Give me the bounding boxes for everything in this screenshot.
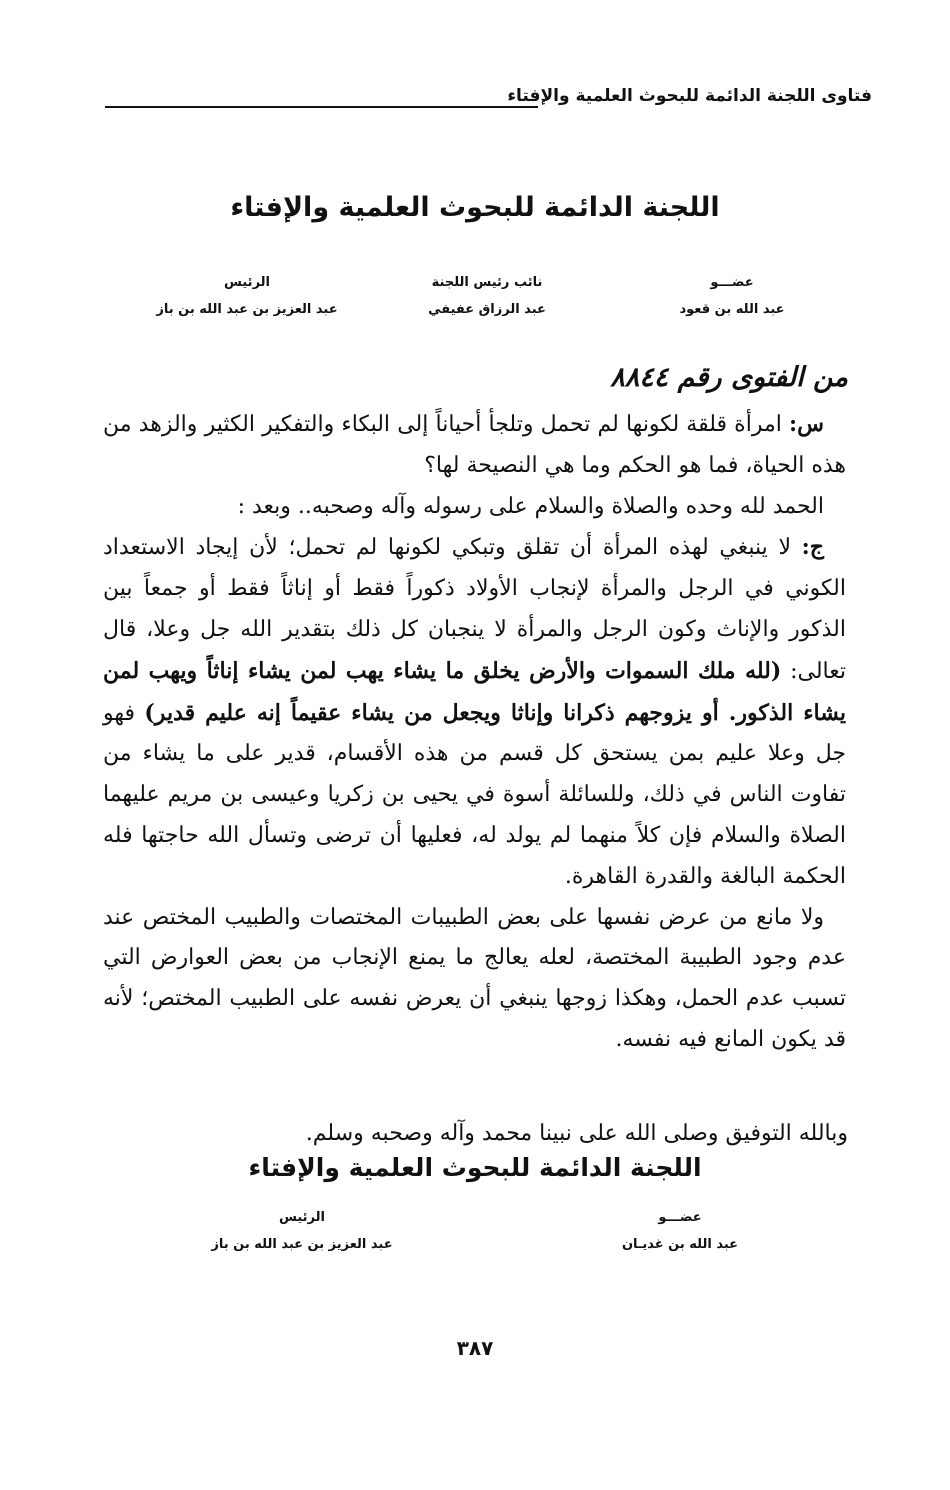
quran-verse: (لله ملك السموات والأرض يخلق ما يشاء يهب لمن يشاء إناثاً ويهب لمن يشاء الذكور. أو يزوجهم ذكرانا وإناثا ويجعل من يشاء عقيماً إنه عليم قدير) <box>103 657 847 726</box>
signature-deputy <box>392 275 582 317</box>
page-number: ٣٨٧ <box>456 1336 494 1360</box>
answer-paragraph <box>103 527 846 897</box>
signature-chairman-name: عبد العزيز بن عبد الله بن باز <box>156 302 338 317</box>
question-text: امرأة قلقة لكونها لم تحمل وتلجأ أحياناً إلى البكاء والتفكير الكثير والزهد من هذه الحياة، فما هو الحكم وما هي النصيحة لها؟ <box>103 412 846 478</box>
bottom-signature-chairman <box>182 1210 422 1252</box>
signature-chairman-role: الرئيس <box>224 275 270 290</box>
bottom-signature-chairman-role: الرئيس <box>279 1210 325 1225</box>
header-rule <box>105 106 538 108</box>
answer-text-after: فهو جل وعلا عليم بمن يستحق كل قسم من هذه الأقسام، قدير على ما يشاء من تفاوت الناس في ذلك، وللسائلة أسوة في يحيى بن زكريا وعيسى بن مريم عليهما الصلاة والسلام فإن كلاً منهما لم يولد له، فعليها أن ترضى وتسأل الله حاجتها فله الحكمة البالغة والقدرة القاهرة. <box>103 700 847 889</box>
fatwa-heading: من الفتوى رقم ٨٨٤٤ <box>610 362 848 393</box>
signature-deputy-name: عبد الرزاق عفيفي <box>428 302 546 317</box>
answer-label: ج: <box>801 534 824 561</box>
signature-member-name: عبد الله بن قعود <box>679 302 785 317</box>
signature-deputy-role: نائب رئيس اللجنة <box>431 275 543 290</box>
committee-title: اللجنة الدائمة للبحوث العلمية والإفتاء <box>230 192 720 223</box>
advice-paragraph: ولا مانع من عرض نفسها على بعض الطبيبات المختصات والطبيب المختص عند عدم وجود الطبيبة المختصة، لعله يعالج ما يمنع الإنجاب من بعض العوارض التي تسبب عدم الحمل، وهكذا زوجها ينبغي أن يعرض نفسه على الطبيب المختص؛ لأنه قد يكون المانع فيه نفسه. <box>103 904 846 1052</box>
signature-member-role: عضـــو <box>710 275 754 290</box>
signature-chairman <box>127 275 367 317</box>
question-paragraph <box>103 404 846 487</box>
bottom-signature-member <box>590 1210 770 1252</box>
praise-paragraph: الحمد لله وحده والصلاة والسلام على رسوله وآله وصحبه.. وبعد : <box>237 493 824 519</box>
question-label: س: <box>789 411 824 437</box>
committee-title-bottom: اللجنة الدائمة للبحوث العلمية والإفتاء <box>248 1153 702 1182</box>
bottom-signature-member-name: عبد الله بن غديـان <box>621 1237 739 1252</box>
fatwa-body <box>103 404 846 1061</box>
bottom-signature-chairman-name: عبد العزيز بن عبد الله بن باز <box>211 1237 393 1252</box>
closing-line: وبالله التوفيق وصلى الله على نبينا محمد وآله وصحبه وسلم. <box>305 1121 848 1146</box>
running-header: فتاوى اللجنة الدائمة للبحوث العلمية والإفتاء <box>507 86 872 106</box>
signature-member <box>642 275 822 317</box>
bottom-signature-member-role: عضـــو <box>658 1210 702 1225</box>
answer-text-before: لا ينبغي لهذه المرأة أن تقلق وتبكي لكونها لم تحمل؛ لأن إيجاد الاستعداد الكوني في الرجل والمرأة لإنجاب الأولاد ذكوراً فقط أو إناثاً فقط أو جمعاً بين الذكور والإناث وكون الرجل والمرأة لا ينجبان كل ذلك بتقدير الله جل وعلا، قال تعالى: <box>103 535 847 684</box>
